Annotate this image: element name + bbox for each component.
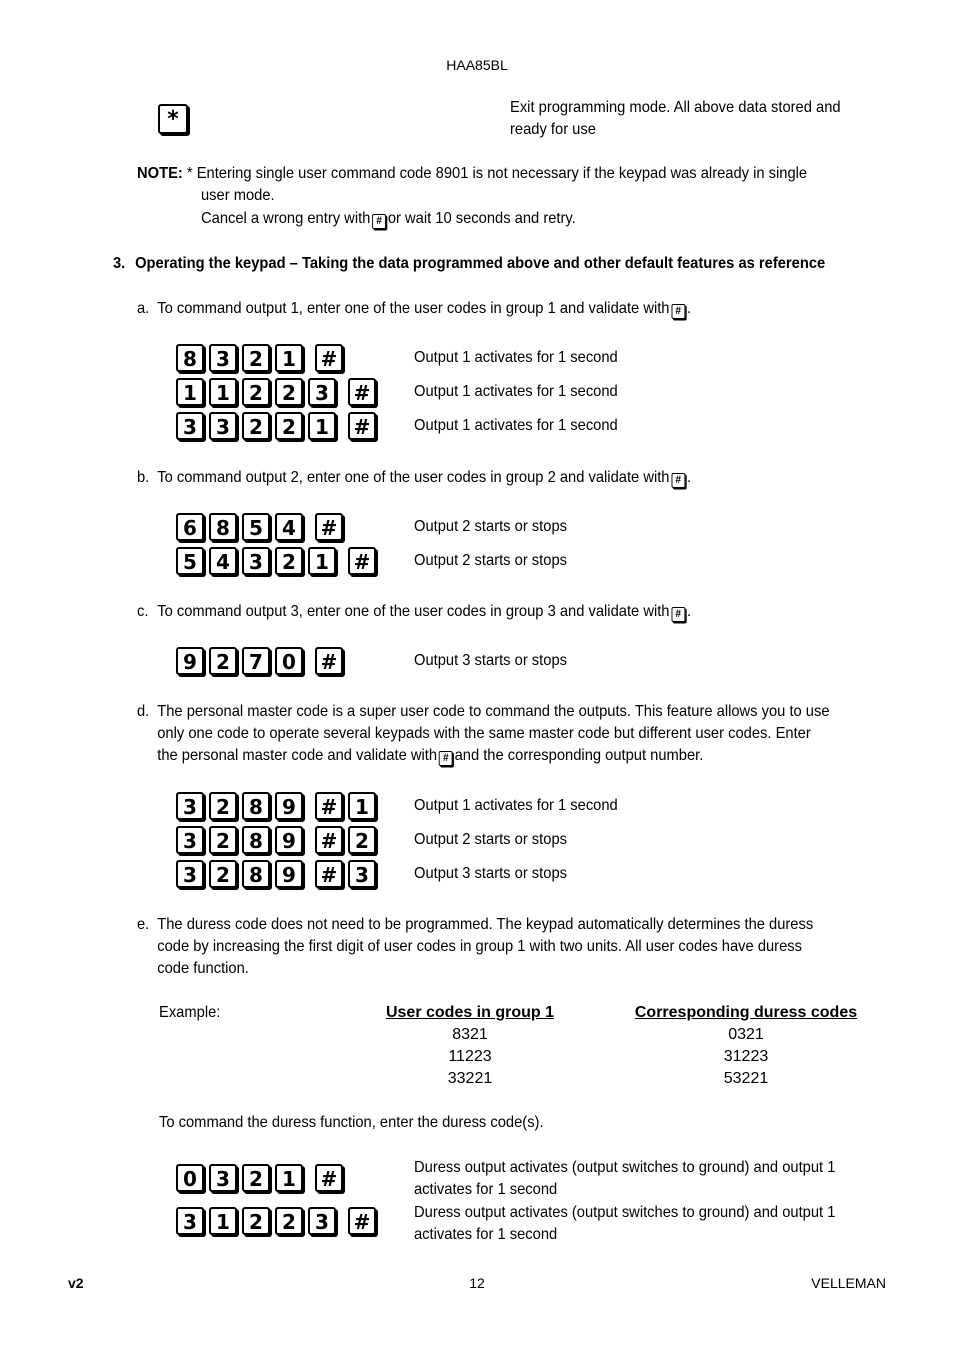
key-9: 9: [275, 792, 303, 820]
key-hash: #: [315, 344, 343, 372]
key-3: 3: [176, 792, 204, 820]
note-line3: Cancel a wrong entry with # or wait 10 seconds and retry.: [201, 210, 576, 227]
note-line1: * Entering single user command code 8901 is not necessary if the keypad was already in single: [186, 165, 808, 182]
key-hash: #: [348, 412, 376, 440]
item-d-text: d. The personal master code is a super user code to command the outputs. This feature allows you to use only one code to operate several keypads with the same master code but different user codes. Enter the personal master code and validate with # and the corresponding output number.: [137, 703, 830, 764]
key-8: 8: [242, 826, 270, 854]
key-1: 1: [275, 344, 303, 372]
key-8: 8: [242, 792, 270, 820]
item-b-text: b. To command output 2, enter one of the user codes in group 2 and validate with # .: [137, 469, 692, 486]
key-8: 8: [242, 860, 270, 888]
keypad-sequence-row: [176, 1164, 348, 1198]
hash-icon: #: [671, 607, 685, 622]
key-hash: #: [348, 378, 376, 406]
exit-description: Exit programming mode. All above data stored and ready for use: [510, 99, 841, 138]
key-2: 2: [242, 412, 270, 440]
key-3: 3: [176, 1207, 204, 1235]
keypad-sequence-row: [176, 647, 348, 681]
keypad-sequence-row: [176, 344, 348, 378]
result-text: Output 3 starts or stops: [414, 865, 567, 882]
item-c-text: c. To command output 3, enter one of the user codes in group 3 and validate with # .: [137, 603, 692, 620]
hash-icon: #: [671, 304, 685, 319]
key-1: 1: [308, 547, 336, 575]
key-hash: #: [315, 792, 343, 820]
key-9: 9: [176, 647, 204, 675]
key-2: 2: [209, 826, 237, 854]
result-text: Output 1 activates for 1 second: [414, 383, 618, 400]
key-3: 3: [176, 860, 204, 888]
key-3: 3: [209, 1164, 237, 1192]
section-3-heading: 3. Operating the keypad – Taking the data programmed above and other default features as reference: [113, 255, 826, 272]
key-4: 4: [275, 513, 303, 541]
key-4: 4: [209, 547, 237, 575]
result-text: Duress output activates (output switches to ground) and output 1 activates for 1 second: [414, 1204, 836, 1243]
result-text: Output 2 starts or stops: [414, 518, 567, 535]
table-cell: 33221: [447, 1070, 493, 1087]
key-hash: #: [315, 647, 343, 675]
key-3: 3: [209, 344, 237, 372]
result-text: Duress output activates (output switches to ground) and output 1 activates for 1 second: [414, 1159, 836, 1198]
key-3: 3: [176, 826, 204, 854]
key-3: 3: [308, 378, 336, 406]
table-cell: 0321: [728, 1026, 764, 1043]
key-2: 2: [242, 1164, 270, 1192]
keypad-sequence-row: [176, 826, 381, 860]
key-0: 0: [275, 647, 303, 675]
result-text: Output 2 starts or stops: [414, 831, 567, 848]
page-header: HAA85BL: [446, 57, 508, 73]
key-2: 2: [242, 1207, 270, 1235]
key-3: 3: [308, 1207, 336, 1235]
duress-command-text: To command the duress function, enter the duress code(s).: [159, 1114, 544, 1131]
footer-version: v2: [68, 1275, 84, 1291]
hash-icon: #: [439, 751, 453, 766]
keypad-sequence-row: [176, 547, 381, 581]
keypad-sequence-row: [176, 860, 381, 894]
key-2: 2: [348, 826, 376, 854]
key-3: 3: [242, 547, 270, 575]
key-5: 5: [176, 547, 204, 575]
key-9: 9: [275, 826, 303, 854]
key-9: 9: [275, 860, 303, 888]
key-0: 0: [176, 1164, 204, 1192]
example-label: Example:: [159, 1004, 221, 1021]
key-1: 1: [308, 412, 336, 440]
item-e-text: e. The duress code does not need to be programmed. The keypad automatically determines the duress code by increasing the first digit of user codes in group 1 with two units. All user codes have duress code function.: [137, 916, 814, 977]
key-2: 2: [275, 378, 303, 406]
key-2: 2: [275, 1207, 303, 1235]
key-3: 3: [209, 412, 237, 440]
note-line2: user mode.: [201, 187, 275, 204]
table-cell: 8321: [452, 1026, 488, 1043]
key-5: 5: [242, 513, 270, 541]
key-star: *: [158, 104, 188, 134]
hash-icon: #: [372, 214, 386, 229]
key-hash: #: [315, 826, 343, 854]
key-1: 1: [209, 1207, 237, 1235]
exit-key: [158, 104, 193, 134]
key-1: 1: [275, 1164, 303, 1192]
note: [137, 163, 807, 185]
key-2: 2: [209, 792, 237, 820]
keypad-sequence-row: [176, 513, 348, 547]
key-2: 2: [242, 378, 270, 406]
keypad-sequence-row: [176, 412, 381, 446]
key-2: 2: [209, 647, 237, 675]
hash-icon: #: [671, 473, 685, 488]
key-2: 2: [275, 412, 303, 440]
key-1: 1: [348, 792, 376, 820]
key-8: 8: [176, 344, 204, 372]
key-2: 2: [242, 344, 270, 372]
result-text: Output 2 starts or stops: [414, 552, 567, 569]
table-cell: 53221: [723, 1070, 769, 1087]
result-text: Output 1 activates for 1 second: [414, 417, 618, 434]
key-1: 1: [176, 378, 204, 406]
result-text: Output 3 starts or stops: [414, 652, 567, 669]
key-hash: #: [315, 513, 343, 541]
key-hash: #: [348, 1207, 376, 1235]
table-cell: 11223: [448, 1048, 492, 1065]
key-1: 1: [209, 378, 237, 406]
table-col-duress: [630, 1002, 862, 1090]
key-8: 8: [209, 513, 237, 541]
key-hash: #: [315, 1164, 343, 1192]
key-2: 2: [209, 860, 237, 888]
key-hash: #: [315, 860, 343, 888]
note-label: NOTE:: [137, 165, 183, 182]
table-col-user: [380, 1002, 560, 1090]
table-header-user: User codes in group 1: [385, 1004, 555, 1021]
result-text: Output 1 activates for 1 second: [414, 797, 618, 814]
key-3: 3: [176, 412, 204, 440]
key-6: 6: [176, 513, 204, 541]
item-a-text: a. To command output 1, enter one of the user codes in group 1 and validate with # .: [137, 300, 692, 317]
footer-page-number: 12: [469, 1275, 485, 1291]
table-header-duress: Corresponding duress codes: [634, 1004, 858, 1021]
key-hash: #: [348, 547, 376, 575]
table-cell: 31223: [723, 1048, 769, 1065]
key-7: 7: [242, 647, 270, 675]
keypad-sequence-row: [176, 792, 381, 826]
keypad-sequence-row: [176, 1207, 381, 1241]
keypad-sequence-row: [176, 378, 381, 412]
key-2: 2: [275, 547, 303, 575]
result-text: Output 1 activates for 1 second: [414, 349, 618, 366]
key-3: 3: [348, 860, 376, 888]
footer-brand: VELLEMAN: [811, 1275, 886, 1291]
